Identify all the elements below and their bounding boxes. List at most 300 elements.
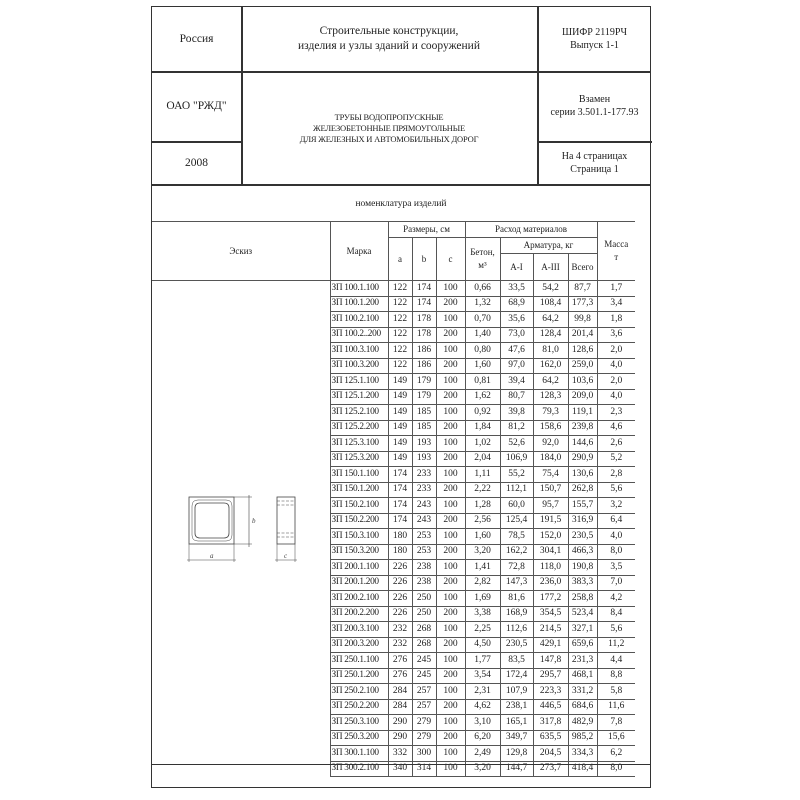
col-header-sketch: Эскиз: [152, 222, 330, 281]
cell-a: 174: [388, 498, 412, 514]
cell-rebar-total: 468,1: [568, 668, 597, 684]
cell-b: 178: [412, 312, 436, 328]
cell-mark: ЗП 100.1.200: [330, 296, 388, 312]
cell-a: 226: [388, 560, 412, 576]
cell-mark: ЗП 300.1.100: [330, 746, 388, 762]
cell-rebar-a3: 429,1: [533, 637, 568, 653]
cell-rebar-a1: 39,8: [500, 405, 533, 421]
cell-mass: 2,8: [597, 467, 635, 483]
cell-a: 174: [388, 482, 412, 498]
cell-mass: 11,6: [597, 699, 635, 715]
cell-mark: ЗП 150.2.100: [330, 498, 388, 514]
cell-mark: ЗП 125.3.100: [330, 436, 388, 452]
cell-rebar-total: 327,1: [568, 622, 597, 638]
cell-mass: 8,0: [597, 761, 635, 777]
cell-rebar-a1: 238,1: [500, 699, 533, 715]
cell-mass: 3,4: [597, 296, 635, 312]
cell-rebar-a1: 125,4: [500, 513, 533, 529]
cell-rebar-a1: 80,7: [500, 389, 533, 405]
cell-b: 250: [412, 606, 436, 622]
cell-b: 186: [412, 343, 436, 359]
cell-mark: ЗП 150.1.100: [330, 467, 388, 483]
cell-a: 290: [388, 715, 412, 731]
cell-concrete: 1,32: [465, 296, 500, 312]
col-header-b: b: [412, 238, 436, 281]
cell-c: 200: [436, 606, 465, 622]
cell-a: 174: [388, 513, 412, 529]
cell-rebar-a1: 129,8: [500, 746, 533, 762]
cell-rebar-total: 177,3: [568, 296, 597, 312]
cell-a: 122: [388, 281, 412, 297]
cell-rebar-total: 144,6: [568, 436, 597, 452]
cell-mass: 1,7: [597, 281, 635, 297]
cell-c: 100: [436, 761, 465, 777]
cell-concrete: 2,82: [465, 575, 500, 591]
cell-mark: ЗП 125.3.200: [330, 451, 388, 467]
document-sheet: [151, 6, 651, 788]
cell-c: 200: [436, 451, 465, 467]
cell-rebar-total: 985,2: [568, 730, 597, 746]
col-header-concrete: [465, 238, 500, 281]
cell-rebar-total: 209,0: [568, 389, 597, 405]
cell-rebar-a1: 172,4: [500, 668, 533, 684]
col-header-mark: Марка: [330, 222, 388, 281]
cell-rebar-total: 659,6: [568, 637, 597, 653]
section-title: номенклатура изделий: [355, 198, 447, 209]
cell-rebar-a3: 92,0: [533, 436, 568, 452]
cell-a: 149: [388, 405, 412, 421]
cell-mass: 7,0: [597, 575, 635, 591]
cell-c: 200: [436, 513, 465, 529]
cell-mark: ЗП 100.2.100: [330, 312, 388, 328]
cell-rebar-a3: 75,4: [533, 467, 568, 483]
cell-c: 200: [436, 575, 465, 591]
cell-concrete: 1,60: [465, 358, 500, 374]
cell-b: 174: [412, 281, 436, 297]
cell-concrete: 3,10: [465, 715, 500, 731]
cell-rebar-a3: 128,4: [533, 327, 568, 343]
table-row: [152, 281, 635, 297]
cell-concrete: 1,69: [465, 591, 500, 607]
cell-mark: ЗП 100.3.100: [330, 343, 388, 359]
cell-concrete: 0,66: [465, 281, 500, 297]
cell-mark: ЗП 200.1.100: [330, 560, 388, 576]
cell-concrete: 1,41: [465, 560, 500, 576]
cell-mark: ЗП 125.2.100: [330, 405, 388, 421]
cell-b: 179: [412, 374, 436, 390]
cell-rebar-total: 334,3: [568, 746, 597, 762]
series-title-line2: изделия и узлы зданий и сооружений: [298, 40, 480, 52]
cell-c: 100: [436, 498, 465, 514]
cell-mass: 4,6: [597, 420, 635, 436]
cell-rebar-a1: 147,3: [500, 575, 533, 591]
cell-b: 268: [412, 637, 436, 653]
cell-rebar-a3: 446,5: [533, 699, 568, 715]
sketch-label-a: a: [209, 551, 214, 560]
cell-mass: 4,0: [597, 358, 635, 374]
cell-rebar-a1: 73,0: [500, 327, 533, 343]
cell-concrete: 1,40: [465, 327, 500, 343]
cell-c: 100: [436, 746, 465, 762]
cell-rebar-a1: 97,0: [500, 358, 533, 374]
cell-rebar-a1: 83,5: [500, 653, 533, 669]
cell-c: 200: [436, 420, 465, 436]
cell-mark: ЗП 125.2.200: [330, 420, 388, 436]
cell-rebar-total: 119,1: [568, 405, 597, 421]
subject-line1: ТРУБЫ ВОДОПРОПУСКНЫЕ: [334, 111, 444, 122]
cell-mark: ЗП 200.1.200: [330, 575, 388, 591]
cell-rebar-total: 190,8: [568, 560, 597, 576]
cell-rebar-total: 239,8: [568, 420, 597, 436]
cell-b: 245: [412, 653, 436, 669]
cell-a: 290: [388, 730, 412, 746]
cell-mass: 11,2: [597, 637, 635, 653]
cell-rebar-a1: 33,5: [500, 281, 533, 297]
cell-c: 200: [436, 637, 465, 653]
cell-rebar-a3: 191,5: [533, 513, 568, 529]
cell-rebar-total: 523,4: [568, 606, 597, 622]
cell-rebar-a1: 165,1: [500, 715, 533, 731]
cell-rebar-total: 87,7: [568, 281, 597, 297]
concrete-label: Бетон,: [470, 247, 495, 257]
cell-c: 100: [436, 591, 465, 607]
cell-a: 180: [388, 544, 412, 560]
cell-concrete: 2,25: [465, 622, 500, 638]
series-code-line1: ШИФР 2119РЧ: [562, 27, 627, 38]
cell-b: 257: [412, 699, 436, 715]
cell-mark: ЗП 250.3.100: [330, 715, 388, 731]
cell-rebar-a3: 152,0: [533, 529, 568, 545]
cell-rebar-total: 130,6: [568, 467, 597, 483]
series-title: [241, 7, 537, 71]
title-block: [152, 7, 650, 185]
cell-c: 100: [436, 436, 465, 452]
cell-rebar-a3: 204,5: [533, 746, 568, 762]
cell-mark: ЗП 200.3.100: [330, 622, 388, 638]
cell-rebar-a1: 55,2: [500, 467, 533, 483]
cell-concrete: 0,81: [465, 374, 500, 390]
cell-rebar-a3: 223,3: [533, 684, 568, 700]
cell-mass: 2,6: [597, 436, 635, 452]
cell-a: 122: [388, 312, 412, 328]
cell-rebar-a3: 108,4: [533, 296, 568, 312]
cell-concrete: 3,20: [465, 544, 500, 560]
cell-mass: 7,8: [597, 715, 635, 731]
cell-b: 179: [412, 389, 436, 405]
nomenclature-table: [152, 221, 635, 777]
section-opening: [195, 503, 229, 538]
cell-mark: ЗП 250.1.200: [330, 668, 388, 684]
cell-rebar-a1: 349,7: [500, 730, 533, 746]
col-header-c: c: [436, 238, 465, 281]
cell-c: 200: [436, 730, 465, 746]
subject-line3: ДЛЯ ЖЕЛЕЗНЫХ И АВТОМОБИЛЬНЫХ ДОРОГ: [299, 133, 479, 144]
concrete-unit: м³: [478, 260, 487, 270]
cell-mass: 8,0: [597, 544, 635, 560]
cell-mass: 4,4: [597, 653, 635, 669]
cell-c: 200: [436, 296, 465, 312]
cell-concrete: 1,02: [465, 436, 500, 452]
cell-concrete: 3,38: [465, 606, 500, 622]
cell-rebar-a3: 162,0: [533, 358, 568, 374]
cell-rebar-a3: 236,0: [533, 575, 568, 591]
cell-mass: 8,4: [597, 606, 635, 622]
country-label: Россия: [179, 32, 214, 45]
cell-rebar-a3: 54,2: [533, 281, 568, 297]
mass-label: Масса: [604, 239, 629, 249]
cell-rebar-a3: 177,2: [533, 591, 568, 607]
cell-concrete: 1,60: [465, 529, 500, 545]
cell-rebar-a3: 118,0: [533, 560, 568, 576]
series-title-line1: Строительные конструкции,: [319, 25, 459, 37]
cell-rebar-a3: 158,6: [533, 420, 568, 436]
cell-rebar-a1: 47,6: [500, 343, 533, 359]
cell-a: 276: [388, 668, 412, 684]
cell-a: 284: [388, 699, 412, 715]
cell-mark: ЗП 250.2.200: [330, 699, 388, 715]
mass-unit: т: [614, 252, 619, 262]
cell-mark: ЗП 200.2.100: [330, 591, 388, 607]
cell-rebar-a3: 64,2: [533, 374, 568, 390]
series-code-line2: Выпуск 1-1: [570, 40, 619, 51]
cell-b: 238: [412, 575, 436, 591]
col-header-dimensions: Размеры, см: [388, 222, 465, 238]
cell-concrete: 2,22: [465, 482, 500, 498]
cell-a: 226: [388, 575, 412, 591]
cell-rebar-a1: 39,4: [500, 374, 533, 390]
cell-mass: 5,6: [597, 622, 635, 638]
document-subject: [241, 71, 537, 185]
cell-rebar-a1: 168,9: [500, 606, 533, 622]
cell-mass: 2,3: [597, 405, 635, 421]
cell-rebar-total: 316,9: [568, 513, 597, 529]
cell-mark: ЗП 150.1.200: [330, 482, 388, 498]
cell-mark: ЗП 250.1.100: [330, 653, 388, 669]
cell-b: 233: [412, 467, 436, 483]
cell-mass: 2,0: [597, 343, 635, 359]
cell-c: 100: [436, 653, 465, 669]
cell-rebar-total: 230,5: [568, 529, 597, 545]
cell-c: 100: [436, 560, 465, 576]
cell-mass: 15,6: [597, 730, 635, 746]
cell-rebar-total: 258,8: [568, 591, 597, 607]
cell-rebar-total: 128,6: [568, 343, 597, 359]
cell-b: 193: [412, 451, 436, 467]
cell-mass: 8,8: [597, 668, 635, 684]
cell-b: 186: [412, 358, 436, 374]
cell-rebar-a1: 81,6: [500, 591, 533, 607]
cell-rebar-a1: 68,9: [500, 296, 533, 312]
cell-a: 284: [388, 684, 412, 700]
cell-mark: ЗП 200.2.200: [330, 606, 388, 622]
cell-concrete: 4,50: [465, 637, 500, 653]
cell-b: 185: [412, 405, 436, 421]
cell-b: 279: [412, 715, 436, 731]
cell-mass: 1,8: [597, 312, 635, 328]
cell-rebar-a1: 81,2: [500, 420, 533, 436]
replaces-line1: Взамен: [578, 94, 611, 105]
cell-a: 232: [388, 637, 412, 653]
cell-a: 149: [388, 451, 412, 467]
cell-a: 174: [388, 467, 412, 483]
cell-concrete: 0,80: [465, 343, 500, 359]
cell-b: 178: [412, 327, 436, 343]
cell-mark: ЗП 300.2.100: [330, 761, 388, 777]
cell-a: 276: [388, 653, 412, 669]
cell-rebar-a1: 106,9: [500, 451, 533, 467]
sketch-label-b: b: [251, 516, 256, 525]
cell-b: 253: [412, 544, 436, 560]
cell-mass: 4,0: [597, 389, 635, 405]
cell-rebar-total: 418,4: [568, 761, 597, 777]
cell-mass: 5,6: [597, 482, 635, 498]
cell-a: 340: [388, 761, 412, 777]
cell-c: 200: [436, 389, 465, 405]
cell-concrete: 3,54: [465, 668, 500, 684]
col-header-mass: [597, 222, 635, 281]
cell-rebar-a3: 128,3: [533, 389, 568, 405]
cell-concrete: 3,20: [465, 761, 500, 777]
cell-a: 122: [388, 327, 412, 343]
subject-line2: ЖЕЛЕЗОБЕТОННЫЕ ПРЯМОУГОЛЬНЫЕ: [313, 122, 465, 133]
cell-rebar-a3: 304,1: [533, 544, 568, 560]
cell-rebar-a3: 273,7: [533, 761, 568, 777]
organization-label: ОАО "РЖД": [166, 99, 227, 112]
cell-mass: 3,2: [597, 498, 635, 514]
cell-b: 193: [412, 436, 436, 452]
cell-a: 149: [388, 420, 412, 436]
page-count: На 4 страницах: [561, 151, 628, 162]
cell-b: 243: [412, 498, 436, 514]
cell-rebar-total: 103,6: [568, 374, 597, 390]
cell-rebar-total: 290,9: [568, 451, 597, 467]
col-header-rebar-total: Всего: [568, 254, 597, 281]
cell-a: 149: [388, 436, 412, 452]
cell-c: 100: [436, 622, 465, 638]
cell-b: 233: [412, 482, 436, 498]
cell-concrete: 2,04: [465, 451, 500, 467]
cell-a: 149: [388, 389, 412, 405]
cell-mark: ЗП 125.1.200: [330, 389, 388, 405]
cell-c: 100: [436, 684, 465, 700]
cell-c: 200: [436, 482, 465, 498]
cell-b: 257: [412, 684, 436, 700]
cell-rebar-a1: 107,9: [500, 684, 533, 700]
cell-b: 174: [412, 296, 436, 312]
cell-b: 314: [412, 761, 436, 777]
cell-b: 245: [412, 668, 436, 684]
cell-mark: ЗП 150.3.100: [330, 529, 388, 545]
cell-rebar-a1: 144,7: [500, 761, 533, 777]
cell-mark: ЗП 100.2..200: [330, 327, 388, 343]
cell-rebar-total: 259,0: [568, 358, 597, 374]
cell-c: 200: [436, 668, 465, 684]
cell-a: 122: [388, 296, 412, 312]
cell-mark: ЗП 100.3.200: [330, 358, 388, 374]
page-number: Страница 1: [570, 164, 619, 175]
cell-rebar-total: 201,4: [568, 327, 597, 343]
cell-concrete: 1,62: [465, 389, 500, 405]
cell-a: 180: [388, 529, 412, 545]
cell-b: 253: [412, 529, 436, 545]
cell-a: 122: [388, 343, 412, 359]
replaces-note: [537, 71, 652, 141]
cell-c: 200: [436, 327, 465, 343]
cell-concrete: 2,49: [465, 746, 500, 762]
cell-rebar-a1: 72,8: [500, 560, 533, 576]
cell-rebar-a1: 230,5: [500, 637, 533, 653]
year-label: 2008: [185, 156, 208, 169]
cell-rebar-a3: 64,2: [533, 312, 568, 328]
cell-rebar-a3: 184,0: [533, 451, 568, 467]
cell-rebar-a3: 95,7: [533, 498, 568, 514]
cell-mass: 4,0: [597, 529, 635, 545]
cell-concrete: 1,11: [465, 467, 500, 483]
cell-rebar-a3: 79,3: [533, 405, 568, 421]
cell-a: 122: [388, 358, 412, 374]
pipe-section-sketch: [176, 484, 306, 574]
cell-mark: ЗП 150.2.200: [330, 513, 388, 529]
cell-c: 200: [436, 699, 465, 715]
cell-mass: 6,4: [597, 513, 635, 529]
cell-b: 185: [412, 420, 436, 436]
cell-concrete: 6,20: [465, 730, 500, 746]
cell-rebar-a1: 112,6: [500, 622, 533, 638]
cell-rebar-total: 684,6: [568, 699, 597, 715]
cell-mass: 2,0: [597, 374, 635, 390]
col-header-rebar-a1: A-I: [500, 254, 533, 281]
cell-mass: 4,2: [597, 591, 635, 607]
col-header-materials: Расход материалов: [465, 222, 597, 238]
cell-mass: 6,2: [597, 746, 635, 762]
cell-b: 243: [412, 513, 436, 529]
cell-c: 100: [436, 529, 465, 545]
cell-concrete: 0,70: [465, 312, 500, 328]
sheet-footer: [152, 764, 650, 787]
cell-a: 149: [388, 374, 412, 390]
cell-b: 279: [412, 730, 436, 746]
cell-rebar-total: 155,7: [568, 498, 597, 514]
cell-mark: ЗП 100.1.100: [330, 281, 388, 297]
cell-c: 200: [436, 544, 465, 560]
cell-mass: 5,2: [597, 451, 635, 467]
cell-rebar-a1: 162,2: [500, 544, 533, 560]
cell-mark: ЗП 250.3.200: [330, 730, 388, 746]
cell-rebar-total: 262,8: [568, 482, 597, 498]
cell-c: 100: [436, 343, 465, 359]
cell-concrete: 0,92: [465, 405, 500, 421]
cell-mass: 3,6: [597, 327, 635, 343]
cell-a: 332: [388, 746, 412, 762]
cell-concrete: 1,28: [465, 498, 500, 514]
cell-rebar-a3: 317,8: [533, 715, 568, 731]
cell-c: 200: [436, 358, 465, 374]
col-header-rebar-a3: A-III: [533, 254, 568, 281]
cell-rebar-a3: 81,0: [533, 343, 568, 359]
cell-b: 268: [412, 622, 436, 638]
cell-rebar-total: 231,3: [568, 653, 597, 669]
cell-a: 226: [388, 591, 412, 607]
cell-mark: ЗП 150.3.200: [330, 544, 388, 560]
cell-c: 100: [436, 374, 465, 390]
cell-rebar-total: 331,2: [568, 684, 597, 700]
cell-rebar-a1: 60,0: [500, 498, 533, 514]
col-header-a: a: [388, 238, 412, 281]
cell-concrete: 2,31: [465, 684, 500, 700]
cell-concrete: 2,56: [465, 513, 500, 529]
cell-rebar-a3: 214,5: [533, 622, 568, 638]
col-header-rebar: Арматура, кг: [500, 238, 597, 254]
